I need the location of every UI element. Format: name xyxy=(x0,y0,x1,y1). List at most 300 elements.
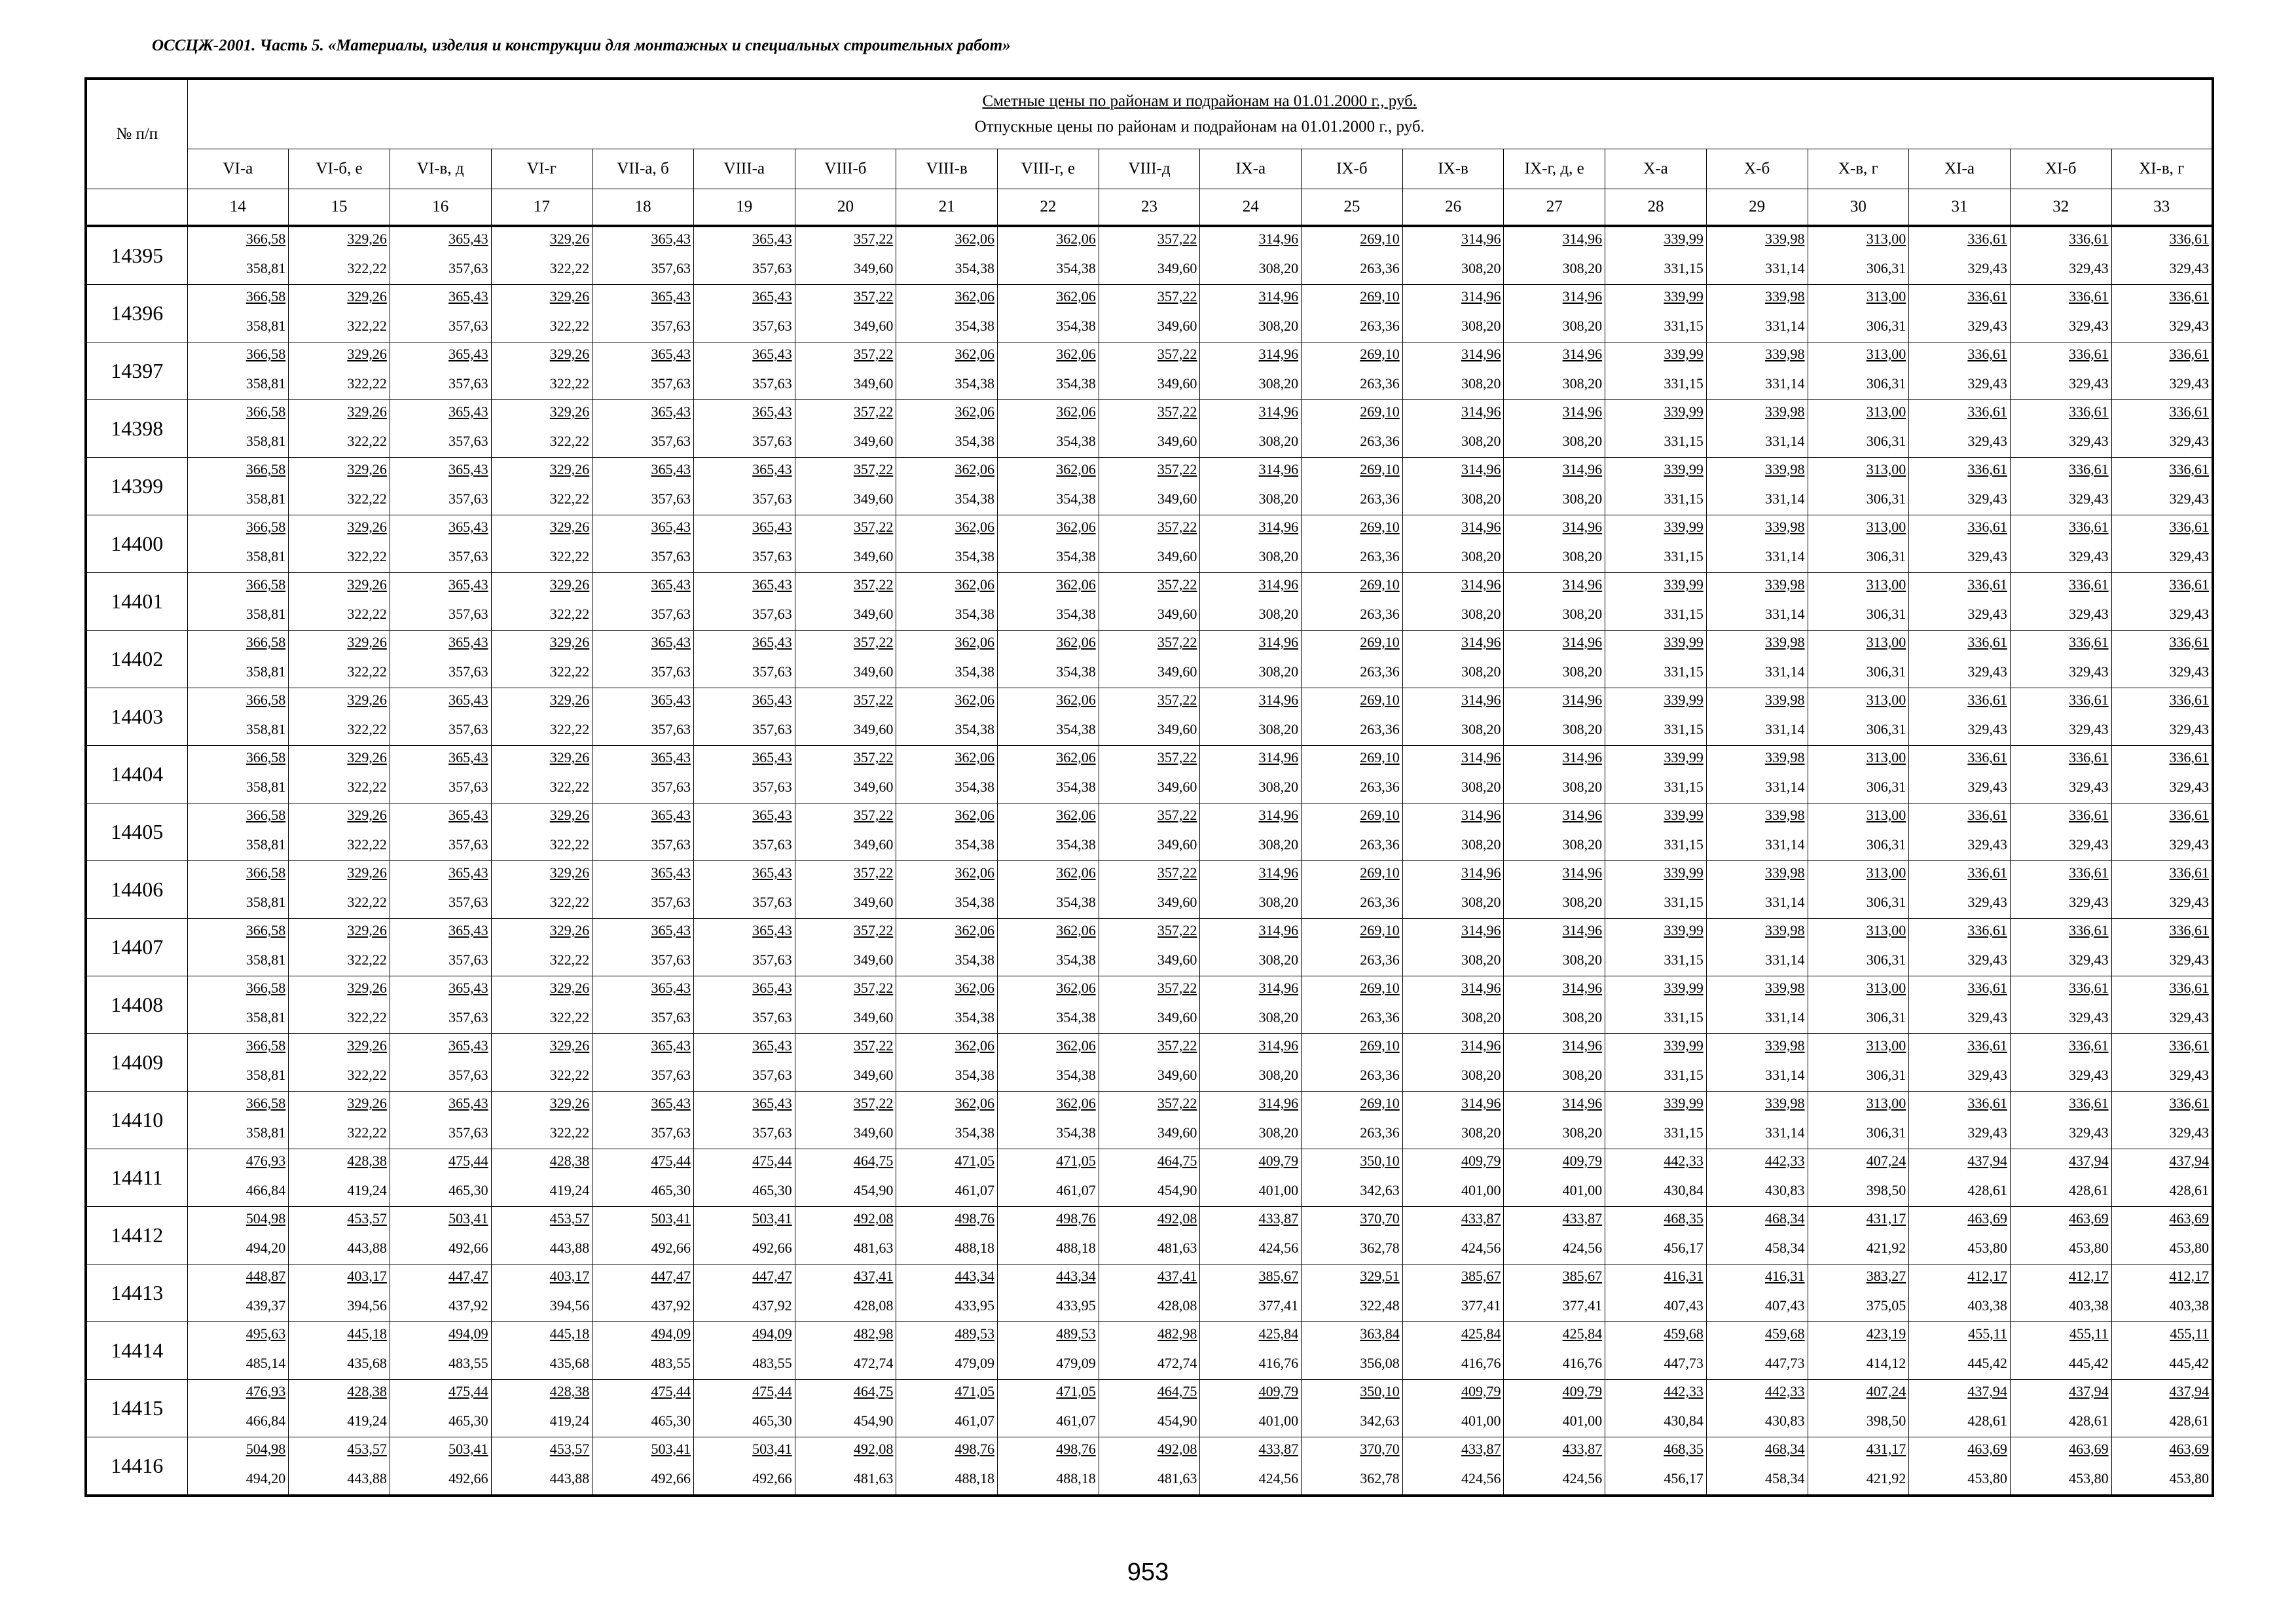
release-price: 358,81 xyxy=(246,663,286,680)
row-number: 14409 xyxy=(86,1034,187,1092)
price-cell xyxy=(390,1380,491,1437)
price-cell xyxy=(491,861,592,919)
price-cell xyxy=(2111,688,2213,746)
estimate-price: 363,84 xyxy=(1360,1325,1400,1342)
estimate-price: 329,26 xyxy=(549,1037,590,1054)
price-cell xyxy=(491,573,592,631)
estimate-price: 314,96 xyxy=(1562,519,1603,535)
release-price: 354,38 xyxy=(1056,1067,1096,1083)
estimate-price: 385,67 xyxy=(1258,1268,1299,1284)
release-price: 472,74 xyxy=(853,1355,894,1371)
estimate-price: 314,96 xyxy=(1258,461,1299,477)
release-price: 308,20 xyxy=(1258,836,1299,853)
estimate-price: 365,43 xyxy=(752,980,792,996)
estimate-price: 339,99 xyxy=(1664,403,1704,420)
estimate-price: 475,44 xyxy=(651,1153,691,1169)
price-cell xyxy=(896,1264,998,1322)
price-cell xyxy=(1402,746,1504,803)
release-price: 329,43 xyxy=(2069,779,2109,795)
release-price: 329,43 xyxy=(1967,375,2007,392)
price-cell xyxy=(187,1437,289,1496)
price-cell xyxy=(390,1437,491,1496)
estimate-price: 463,69 xyxy=(1967,1441,2007,1457)
estimate-price: 433,87 xyxy=(1562,1210,1603,1227)
estimate-price: 336,61 xyxy=(2169,1037,2209,1054)
release-price: 308,20 xyxy=(1562,1124,1603,1141)
estimate-price: 471,05 xyxy=(955,1383,994,1399)
price-cell xyxy=(390,1207,491,1264)
release-price: 443,88 xyxy=(549,1240,590,1256)
price-cell xyxy=(1909,1322,2011,1380)
release-price: 443,88 xyxy=(347,1240,387,1256)
estimate-price: 329,26 xyxy=(549,807,590,823)
estimate-price: 314,96 xyxy=(1562,1037,1603,1054)
estimate-price: 453,57 xyxy=(549,1210,590,1227)
estimate-price: 357,22 xyxy=(1157,1037,1197,1054)
column-number: 21 xyxy=(896,189,998,227)
estimate-price: 365,43 xyxy=(448,692,488,708)
estimate-price: 362,06 xyxy=(1056,922,1096,938)
price-cell xyxy=(1808,1437,1909,1496)
release-price: 322,22 xyxy=(549,490,590,507)
column-number: 14 xyxy=(187,189,289,227)
price-cell xyxy=(1302,285,1403,342)
estimate-price: 339,99 xyxy=(1664,980,1704,996)
title-row xyxy=(86,79,2213,149)
price-cell xyxy=(1200,342,1302,400)
estimate-price: 409,79 xyxy=(1562,1153,1603,1169)
price-cell xyxy=(1909,1092,2011,1149)
estimate-price: 428,38 xyxy=(549,1383,590,1399)
release-price: 308,20 xyxy=(1258,663,1299,680)
release-price: 263,36 xyxy=(1360,836,1400,853)
price-cell xyxy=(1909,515,2011,573)
price-cell xyxy=(795,226,896,285)
estimate-price: 362,06 xyxy=(1056,1037,1096,1054)
release-price: 428,61 xyxy=(1967,1412,2007,1429)
release-price: 354,38 xyxy=(1056,318,1096,334)
price-cell xyxy=(1200,919,1302,976)
estimate-price: 362,06 xyxy=(1056,576,1096,593)
estimate-price: 365,43 xyxy=(651,749,691,766)
estimate-price: 336,61 xyxy=(2069,231,2109,247)
price-cell xyxy=(390,573,491,631)
release-price: 329,43 xyxy=(1967,779,2007,795)
price-cell xyxy=(2010,573,2111,631)
estimate-price: 455,11 xyxy=(1968,1325,2007,1342)
estimate-price: 329,26 xyxy=(347,403,387,420)
price-cell xyxy=(795,631,896,688)
estimate-price: 329,26 xyxy=(347,980,387,996)
release-price: 349,60 xyxy=(1157,951,1197,968)
price-cell xyxy=(1909,1380,2011,1437)
region-header: VIII-г, е xyxy=(998,149,1099,189)
price-cell xyxy=(1706,1264,1808,1322)
column-number: 24 xyxy=(1200,189,1302,227)
price-cell xyxy=(390,976,491,1034)
price-cell xyxy=(1909,400,2011,458)
release-price: 424,56 xyxy=(1461,1470,1501,1486)
price-cell xyxy=(491,976,592,1034)
release-price: 349,60 xyxy=(1157,836,1197,853)
estimate-price: 366,58 xyxy=(246,288,286,304)
estimate-price: 409,79 xyxy=(1461,1383,1501,1399)
row-number: 14414 xyxy=(86,1322,187,1380)
release-price: 349,60 xyxy=(1157,490,1197,507)
release-price: 354,38 xyxy=(1056,836,1096,853)
price-cell xyxy=(1808,342,1909,400)
estimate-price: 339,98 xyxy=(1765,922,1805,938)
release-price: 445,42 xyxy=(1967,1355,2007,1371)
release-price: 454,90 xyxy=(853,1182,894,1198)
release-price: 357,63 xyxy=(448,375,488,392)
release-price: 401,00 xyxy=(1258,1412,1299,1429)
release-price: 329,43 xyxy=(2169,951,2209,968)
release-price: 354,38 xyxy=(1056,894,1096,910)
price-cell xyxy=(289,1322,390,1380)
release-price: 331,15 xyxy=(1664,606,1704,622)
release-price: 357,63 xyxy=(752,1124,792,1141)
estimate-price: 504,98 xyxy=(246,1210,286,1227)
price-cell xyxy=(1909,1034,2011,1092)
release-price: 394,56 xyxy=(347,1297,387,1314)
release-price: 342,63 xyxy=(1360,1412,1400,1429)
price-cell xyxy=(998,515,1099,573)
price-cell xyxy=(390,285,491,342)
price-cell xyxy=(289,919,390,976)
release-price: 331,14 xyxy=(1765,260,1805,276)
price-cell xyxy=(1402,1034,1504,1092)
estimate-price: 468,35 xyxy=(1664,1210,1704,1227)
region-header: VIII-а xyxy=(693,149,795,189)
price-cell xyxy=(187,803,289,861)
price-cell xyxy=(187,1322,289,1380)
release-price: 357,63 xyxy=(651,1124,691,1141)
release-price: 354,38 xyxy=(1056,663,1096,680)
release-price: 306,31 xyxy=(1866,779,1906,795)
price-cell xyxy=(1099,688,1200,746)
price-cell xyxy=(998,1034,1099,1092)
estimate-price: 269,10 xyxy=(1360,576,1400,593)
estimate-price: 336,61 xyxy=(2169,634,2209,650)
release-price: 263,36 xyxy=(1360,433,1400,449)
estimate-price: 329,26 xyxy=(549,288,590,304)
release-price: 263,36 xyxy=(1360,548,1400,564)
price-cell xyxy=(1706,919,1808,976)
release-price: 322,22 xyxy=(347,490,387,507)
estimate-price: 448,87 xyxy=(246,1268,286,1284)
release-price: 454,90 xyxy=(1157,1412,1197,1429)
price-cell xyxy=(1808,285,1909,342)
estimate-price: 362,06 xyxy=(1056,346,1096,362)
release-price: 308,20 xyxy=(1258,606,1299,622)
price-cell xyxy=(1504,342,1605,400)
estimate-price: 336,61 xyxy=(1967,749,2007,766)
release-price: 322,22 xyxy=(347,433,387,449)
release-price: 453,80 xyxy=(2069,1240,2109,1256)
estimate-price: 362,06 xyxy=(1056,749,1096,766)
estimate-price: 475,44 xyxy=(448,1383,488,1399)
estimate-price: 383,27 xyxy=(1866,1268,1906,1284)
price-cell xyxy=(1605,861,1707,919)
price-cell xyxy=(1706,1092,1808,1149)
release-price: 430,83 xyxy=(1765,1182,1805,1198)
release-price: 349,60 xyxy=(853,721,894,737)
price-cell xyxy=(1605,1092,1707,1149)
estimate-price: 314,96 xyxy=(1461,807,1501,823)
price-cell xyxy=(998,458,1099,515)
release-price: 329,43 xyxy=(1967,433,2007,449)
estimate-price: 336,61 xyxy=(1967,980,2007,996)
price-cell xyxy=(1504,1322,1605,1380)
release-price: 263,36 xyxy=(1360,490,1400,507)
release-price: 331,15 xyxy=(1664,663,1704,680)
release-price: 453,80 xyxy=(2069,1470,2109,1486)
release-price: 322,22 xyxy=(549,1067,590,1083)
estimate-price: 314,96 xyxy=(1461,576,1501,593)
estimate-price: 492,08 xyxy=(1157,1441,1197,1457)
release-price: 416,76 xyxy=(1258,1355,1299,1371)
release-price: 329,43 xyxy=(1967,721,2007,737)
release-price: 488,18 xyxy=(955,1470,994,1486)
release-price: 322,48 xyxy=(1360,1297,1400,1314)
estimate-price: 357,22 xyxy=(1157,1095,1197,1111)
release-price: 308,20 xyxy=(1258,318,1299,334)
price-cell xyxy=(998,573,1099,631)
release-price: 398,50 xyxy=(1866,1412,1906,1429)
estimate-price: 336,61 xyxy=(2169,461,2209,477)
estimate-price: 357,22 xyxy=(1157,749,1197,766)
price-cell xyxy=(1605,1149,1707,1207)
table-row xyxy=(86,1034,2213,1092)
estimate-price: 314,96 xyxy=(1258,576,1299,593)
release-price: 349,60 xyxy=(1157,260,1197,276)
release-price: 308,20 xyxy=(1258,779,1299,795)
price-cell xyxy=(1302,976,1403,1034)
release-price: 377,41 xyxy=(1258,1297,1299,1314)
price-cell xyxy=(2010,976,2111,1034)
estimate-price: 365,43 xyxy=(752,288,792,304)
estimate-price: 365,43 xyxy=(448,288,488,304)
release-price: 349,60 xyxy=(853,318,894,334)
release-price: 331,14 xyxy=(1765,375,1805,392)
estimate-price: 336,61 xyxy=(2169,231,2209,247)
price-cell xyxy=(491,1034,592,1092)
price-cell xyxy=(1909,803,2011,861)
price-cell xyxy=(1200,688,1302,746)
release-price: 322,22 xyxy=(549,548,590,564)
price-cell xyxy=(1706,573,1808,631)
price-cell xyxy=(1200,458,1302,515)
estimate-price: 365,43 xyxy=(448,1095,488,1111)
estimate-price: 269,10 xyxy=(1360,922,1400,938)
price-cell xyxy=(1504,1149,1605,1207)
price-cell xyxy=(491,1149,592,1207)
estimate-price: 339,99 xyxy=(1664,749,1704,766)
price-cell xyxy=(1706,803,1808,861)
release-price: 263,36 xyxy=(1360,1067,1400,1083)
price-cell xyxy=(1808,1149,1909,1207)
release-price: 428,61 xyxy=(2069,1182,2109,1198)
price-cell xyxy=(592,688,694,746)
price-cell xyxy=(187,976,289,1034)
release-price: 357,63 xyxy=(448,721,488,737)
estimate-price: 336,61 xyxy=(2169,692,2209,708)
estimate-price: 503,41 xyxy=(651,1441,691,1457)
release-price: 329,43 xyxy=(1967,490,2007,507)
estimate-price: 412,17 xyxy=(1967,1268,2007,1284)
estimate-price: 329,51 xyxy=(1360,1268,1400,1284)
release-price: 308,20 xyxy=(1562,260,1603,276)
price-cell xyxy=(896,688,998,746)
release-price: 349,60 xyxy=(853,375,894,392)
release-price-title: Отпускные цены по районам и подрайонам на 01.01.2000 г., руб. xyxy=(974,117,1425,136)
release-price: 394,56 xyxy=(549,1297,590,1314)
price-cell xyxy=(1200,573,1302,631)
price-cell xyxy=(187,515,289,573)
release-price: 308,20 xyxy=(1562,663,1603,680)
release-price: 263,36 xyxy=(1360,951,1400,968)
release-price: 357,63 xyxy=(752,606,792,622)
price-cell xyxy=(693,919,795,976)
price-cell xyxy=(1302,342,1403,400)
price-cell xyxy=(1909,631,2011,688)
price-cell xyxy=(896,1437,998,1496)
price-cell xyxy=(390,746,491,803)
price-cell xyxy=(795,342,896,400)
estimate-price: 339,98 xyxy=(1765,461,1805,477)
price-cell xyxy=(592,631,694,688)
price-cell xyxy=(998,861,1099,919)
release-price: 308,20 xyxy=(1258,375,1299,392)
estimate-price: 463,69 xyxy=(2169,1441,2209,1457)
release-price: 322,22 xyxy=(549,606,590,622)
estimate-price: 425,84 xyxy=(1258,1325,1299,1342)
price-cell xyxy=(693,861,795,919)
estimate-price: 336,61 xyxy=(1967,634,2007,650)
release-price: 354,38 xyxy=(1056,548,1096,564)
estimate-price: 362,06 xyxy=(955,346,994,362)
estimate-price: 362,06 xyxy=(1056,461,1096,477)
release-price: 407,43 xyxy=(1664,1297,1704,1314)
estimate-price: 269,10 xyxy=(1360,749,1400,766)
release-price: 354,38 xyxy=(955,548,994,564)
release-price: 492,66 xyxy=(752,1240,792,1256)
release-price: 331,14 xyxy=(1765,490,1805,507)
price-cell xyxy=(693,342,795,400)
release-price: 357,63 xyxy=(448,836,488,853)
release-price: 329,43 xyxy=(1967,606,2007,622)
table-row xyxy=(86,515,2213,573)
estimate-price: 329,26 xyxy=(549,980,590,996)
price-cell xyxy=(2111,631,2213,688)
estimate-price: 365,43 xyxy=(752,346,792,362)
table-row xyxy=(86,861,2213,919)
price-cell xyxy=(491,1207,592,1264)
price-cell xyxy=(998,746,1099,803)
region-header: VIII-б xyxy=(795,149,896,189)
estimate-price: 339,98 xyxy=(1765,346,1805,362)
estimate-price: 336,61 xyxy=(1967,231,2007,247)
price-cell xyxy=(2010,342,2111,400)
price-cell xyxy=(998,803,1099,861)
estimate-price: 269,10 xyxy=(1360,864,1400,881)
price-cell xyxy=(1706,688,1808,746)
price-cell xyxy=(1605,1437,1707,1496)
estimate-price: 447,47 xyxy=(448,1268,488,1284)
estimate-price: 357,22 xyxy=(853,864,894,881)
release-price: 453,80 xyxy=(1967,1240,2007,1256)
release-price: 354,38 xyxy=(955,260,994,276)
release-price: 308,20 xyxy=(1461,260,1501,276)
release-price: 483,55 xyxy=(651,1355,691,1371)
release-price: 456,17 xyxy=(1664,1240,1704,1256)
price-cell xyxy=(2111,400,2213,458)
release-price: 357,63 xyxy=(448,1124,488,1141)
release-price: 349,60 xyxy=(1157,1067,1197,1083)
row-number: 14399 xyxy=(86,458,187,515)
estimate-price: 442,33 xyxy=(1664,1383,1704,1399)
release-price: 308,20 xyxy=(1461,951,1501,968)
price-cell xyxy=(1605,226,1707,285)
price-cell xyxy=(693,1092,795,1149)
estimate-price: 329,26 xyxy=(347,1037,387,1054)
price-cell xyxy=(1402,1207,1504,1264)
price-cell xyxy=(1099,1264,1200,1322)
estimate-price: 314,96 xyxy=(1562,403,1603,420)
estimate-price: 476,93 xyxy=(246,1153,286,1169)
estimate-price: 313,00 xyxy=(1866,1095,1906,1111)
price-cell xyxy=(491,400,592,458)
price-cell xyxy=(289,458,390,515)
estimate-price: 313,00 xyxy=(1866,807,1906,823)
estimate-price: 314,96 xyxy=(1258,346,1299,362)
release-price: 453,80 xyxy=(2169,1240,2209,1256)
price-cell xyxy=(1808,1034,1909,1092)
price-cell xyxy=(1808,1322,1909,1380)
estimate-price: 366,58 xyxy=(246,346,286,362)
table-row xyxy=(86,803,2213,861)
estimate-price: 365,43 xyxy=(752,231,792,247)
price-cell xyxy=(1706,342,1808,400)
estimate-price: 313,00 xyxy=(1866,634,1906,650)
estimate-price: 314,96 xyxy=(1461,231,1501,247)
price-cell xyxy=(1909,1437,2011,1496)
estimate-price: 357,22 xyxy=(853,519,894,535)
release-price: 414,12 xyxy=(1866,1355,1906,1371)
price-cell xyxy=(2111,515,2213,573)
price-cell xyxy=(1402,1264,1504,1322)
release-price: 354,38 xyxy=(1056,721,1096,737)
release-price: 349,60 xyxy=(853,260,894,276)
estimate-price: 357,22 xyxy=(853,807,894,823)
table-row xyxy=(86,919,2213,976)
row-number: 14397 xyxy=(86,342,187,400)
estimate-price: 476,93 xyxy=(246,1383,286,1399)
estimate-price: 357,22 xyxy=(1157,461,1197,477)
release-price: 342,63 xyxy=(1360,1182,1400,1198)
row-number: 14398 xyxy=(86,400,187,458)
estimate-price: 362,06 xyxy=(955,634,994,650)
column-number: 22 xyxy=(998,189,1099,227)
release-price: 461,07 xyxy=(1056,1182,1096,1198)
release-price: 354,38 xyxy=(1056,260,1096,276)
price-cell xyxy=(1605,688,1707,746)
release-price: 349,60 xyxy=(1157,433,1197,449)
release-price: 354,38 xyxy=(955,433,994,449)
release-price: 435,68 xyxy=(347,1355,387,1371)
estimate-price: 314,96 xyxy=(1258,922,1299,938)
